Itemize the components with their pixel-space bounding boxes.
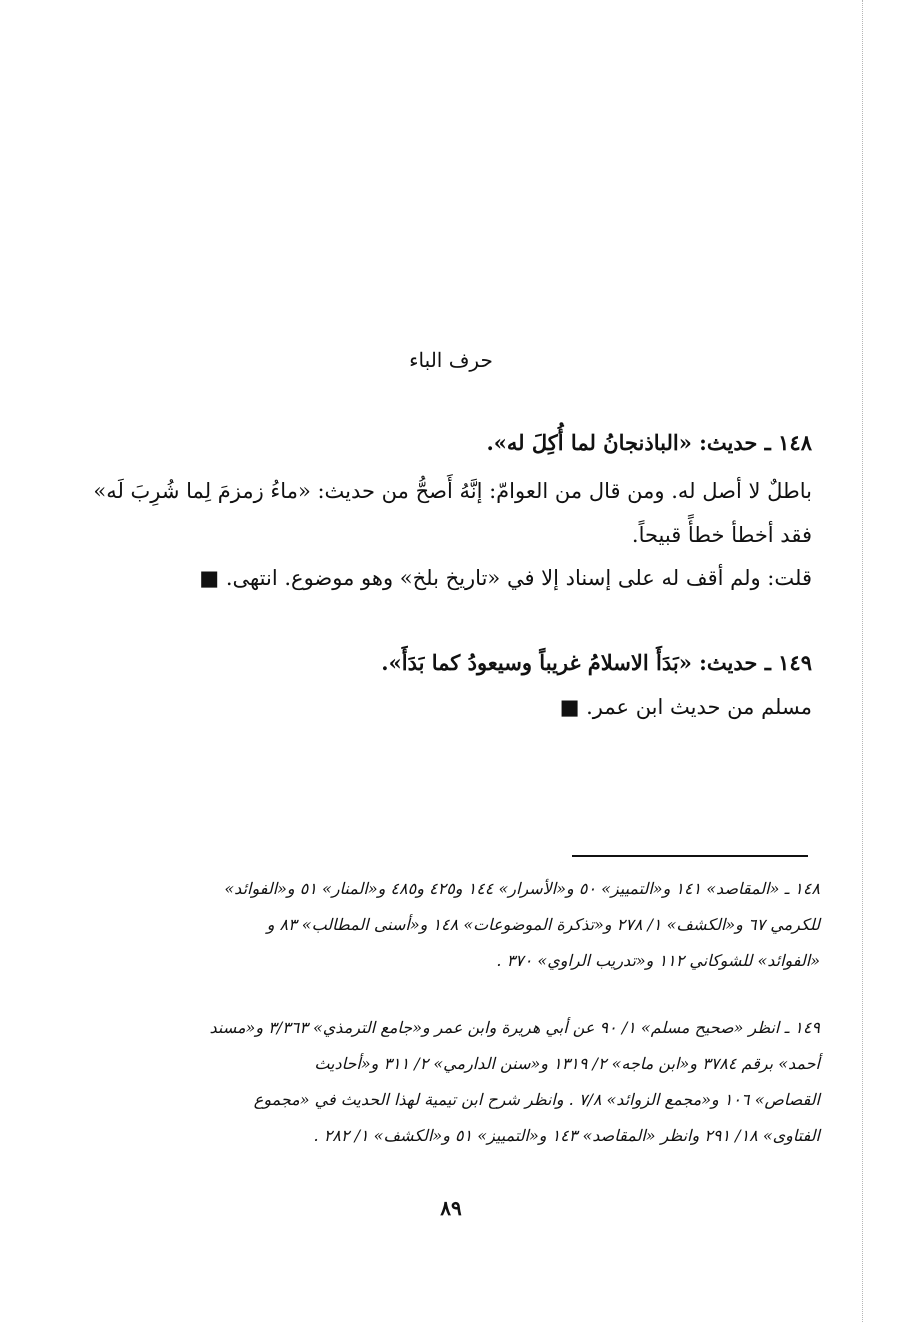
footnote-149-line-3: القصاص» ١٠٦ و«مجمع الزوائد» ٧/٨ . وانظر شرح ابن تيمية لهذا الحديث في «مجموع <box>253 1090 820 1109</box>
chapter-heading: حرف الباء <box>409 348 493 372</box>
footnote-149-line-1: ١٤٩ ـ انظر «صحيح مسلم» ١/ ٩٠ عن أبي هريرة وابن عمر و«جامع الترمذي» ٣/٣٦٣ و«مسند <box>209 1018 820 1037</box>
entry-148-line-3: قلت: ولم أقف له على إسناد إلا في «تاريخ بلخ» وهو موضوع. انتهى. ■ <box>199 566 812 590</box>
footnote-149-line-2: أحمد» برقم ٣٧٨٤ و«ابن ماجه» ٢/ ١٣١٩ و«سنن الدارمي» ٢/ ٣١١ و«أحاديث <box>314 1054 820 1073</box>
entry-148-line-2: فقد أخطأ خطأً قبيحاً. <box>631 523 812 547</box>
page-number: ٨٩ <box>440 1196 462 1220</box>
entry-148-title: ١٤٨ ـ حديث: «الباذنجانُ لما أُكِلَ له». <box>486 430 812 455</box>
footnote-148-line-3: «الفوائد» للشوكاني ١١٢ و«تدريب الراوي» ٣٧٠ . <box>496 951 820 970</box>
page-edge-line <box>862 0 864 1322</box>
entry-149-line-1: مسلم من حديث ابن عمر. ■ <box>559 695 812 719</box>
entry-148-line-1: باطلٌ لا أصل له. ومن قال من العوامّ: إنَّهُ أَصحُّ من حديث: «ماءُ زمزمَ لِما شُرِبَ لَه» <box>93 479 812 503</box>
footnote-148-line-1: ١٤٨ ـ «المقاصد» ١٤١ و«التمييز» ٥٠ و«الأسرار» ١٤٤ و٤٢٥ و٤٨٥ و«المنار» ٥١ و«الفوائد» <box>224 879 820 898</box>
footnote-separator <box>572 855 808 857</box>
entry-149-title: ١٤٩ ـ حديث: «بَدَأَ الاسلامُ غريباً وسيعودُ كما بَدَأَ». <box>381 650 812 675</box>
footnote-149-line-4: الفتاوى» ١٨/ ٢٩١ وانظر «المقاصد» ١٤٣ و«التمييز» ٥١ و«الكشف» ١/ ٢٨٢ . <box>313 1126 820 1145</box>
footnote-148-line-2: للكرمي ٦٧ و«الكشف» ١/ ٢٧٨ و«تذكرة الموضوعات» ١٤٨ و«أسنى المطالب» ٨٣ و <box>266 915 820 934</box>
